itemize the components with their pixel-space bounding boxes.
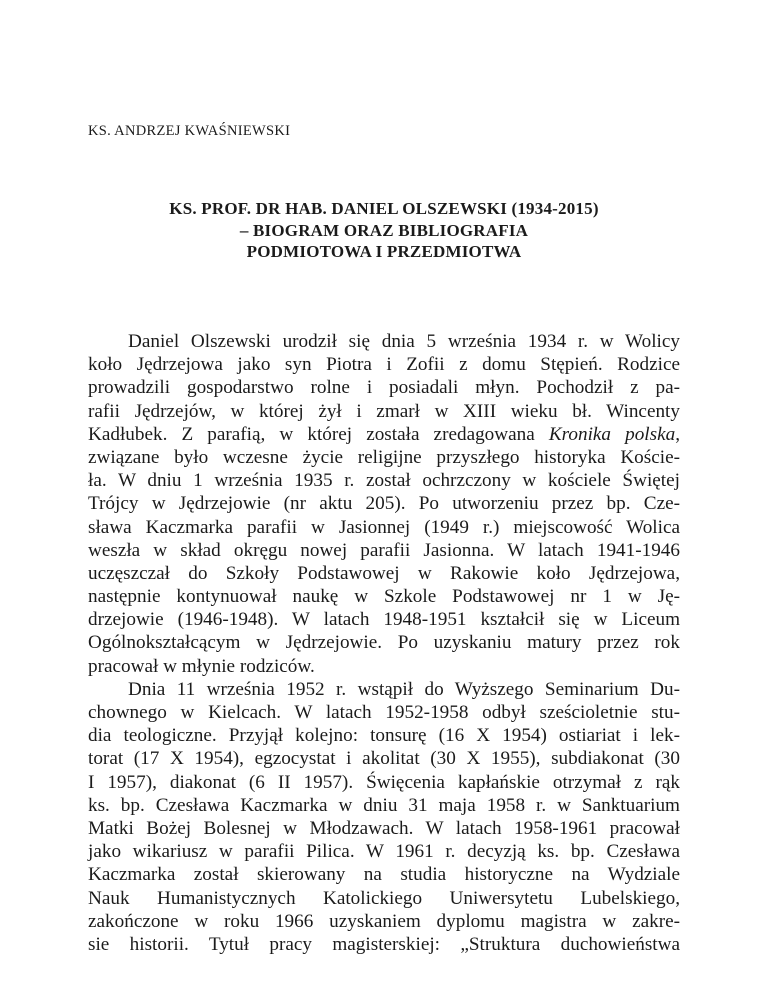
text-line: chownego w Kielcach. W latach 1952-1958 odbył sześcioletnie stu- [88,702,680,723]
title-line: KS. PROF. DR HAB. DANIEL OLSZEWSKI (1934-2015) [169,199,599,218]
text-line: weszła w skład okręgu nowej parafii Jasionna. W latach 1941-1946 [88,539,680,561]
text-line: związane było wczesne życie religijne przyszłego historyka Koście- [88,446,680,468]
text-line: uczęszczał do Szkoły Podstawowej w Rakowie koło Jędrzejowa, [88,562,680,584]
text-line: ła. W dniu 1 września 1935 r. został ochrzczony w kościele Świętej [88,470,680,492]
text-line: ks. bp. Czesława Kaczmarka w dniu 31 maja 1958 r. w Sanktuarium [88,794,680,816]
text-line: drzejowie (1946-1948). W latach 1948-1951 kształcił się w Liceum [88,609,680,631]
text-line: pracował w młynie rodziców. [88,655,315,677]
text-line: dia teologiczne. Przyjął kolejno: tonsurę (16 X 1954) ostiariat i lek- [88,725,680,747]
text-line: Matki Bożej Bolesnej w Młodzawach. W latach 1958-1961 pracował [88,817,680,839]
text-line: Kadłubek. Z parafią, w której została zredagowana Kronika polska, [88,423,681,445]
text-line: sława Kaczmarka parafii w Jasionnej (1949 r.) miejscowość Wolica [88,516,680,538]
article-title [88,198,680,263]
text-line: Dnia 11 września 1952 r. wstąpił do Wyższego Seminarium Du- [128,678,680,700]
text-line: Daniel Olszewski urodził się dnia 5 września 1934 r. w Wolicy [128,331,680,352]
text-line: sie historii. Tytuł pracy magisterskiej: „Struktura duchowieństwa [88,933,680,955]
title-line: PODMIOTOWA I PRZEDMIOTWA [246,242,522,261]
text-line: jako wikariusz w parafii Pilica. W 1961 r. decyzją ks. bp. Czesława [88,841,680,863]
text-line: I 1957), diakonat (6 II 1957). Święcenia kapłańskie otrzymał z rąk [88,771,680,793]
title-line: – BIOGRAM ORAZ BIBLIOGRAFIA [239,220,529,240]
text-line: zakończone w roku 1966 uzyskaniem dyplomu magistra w zakre- [88,910,680,932]
text-line: Ogólnokształcącym w Jędrzejowie. Po uzyskaniu matury przez rok [88,632,680,654]
text-line: torat (17 X 1954), egzocystat i akolitat (30 X 1955), subdiakonat (30 [88,748,680,770]
text-line: Trójcy w Jędrzejowie (nr aktu 205). Po utworzeniu przez bp. Cze- [88,493,680,515]
text-line: prowadzili gospodarstwo rolne i posiadali młyn. Pochodził z pa- [88,377,680,399]
text-line: rafii Jędrzejów, w której żył i zmarł w XIII wieku bł. Wincenty [88,400,680,422]
text-line: Nauk Humanistycznych Katolickiego Uniwersytetu Lubelskiego, [88,887,680,909]
text-line: następnie kontynuował naukę w Szkole Podstawowej nr 1 w Ję- [88,586,680,608]
author-line: KS. ANDRZEJ KWAŚNIEWSKI [88,123,291,139]
text-line: Kaczmarka został skierowany na studia historyczne na Wydziale [88,864,680,886]
text-line: koło Jędrzejowa jako syn Piotra i Zofii z domu Stępień. Rodzice [88,354,680,376]
book-title-italic: Kronika polska [548,423,676,445]
body-text [88,330,680,956]
